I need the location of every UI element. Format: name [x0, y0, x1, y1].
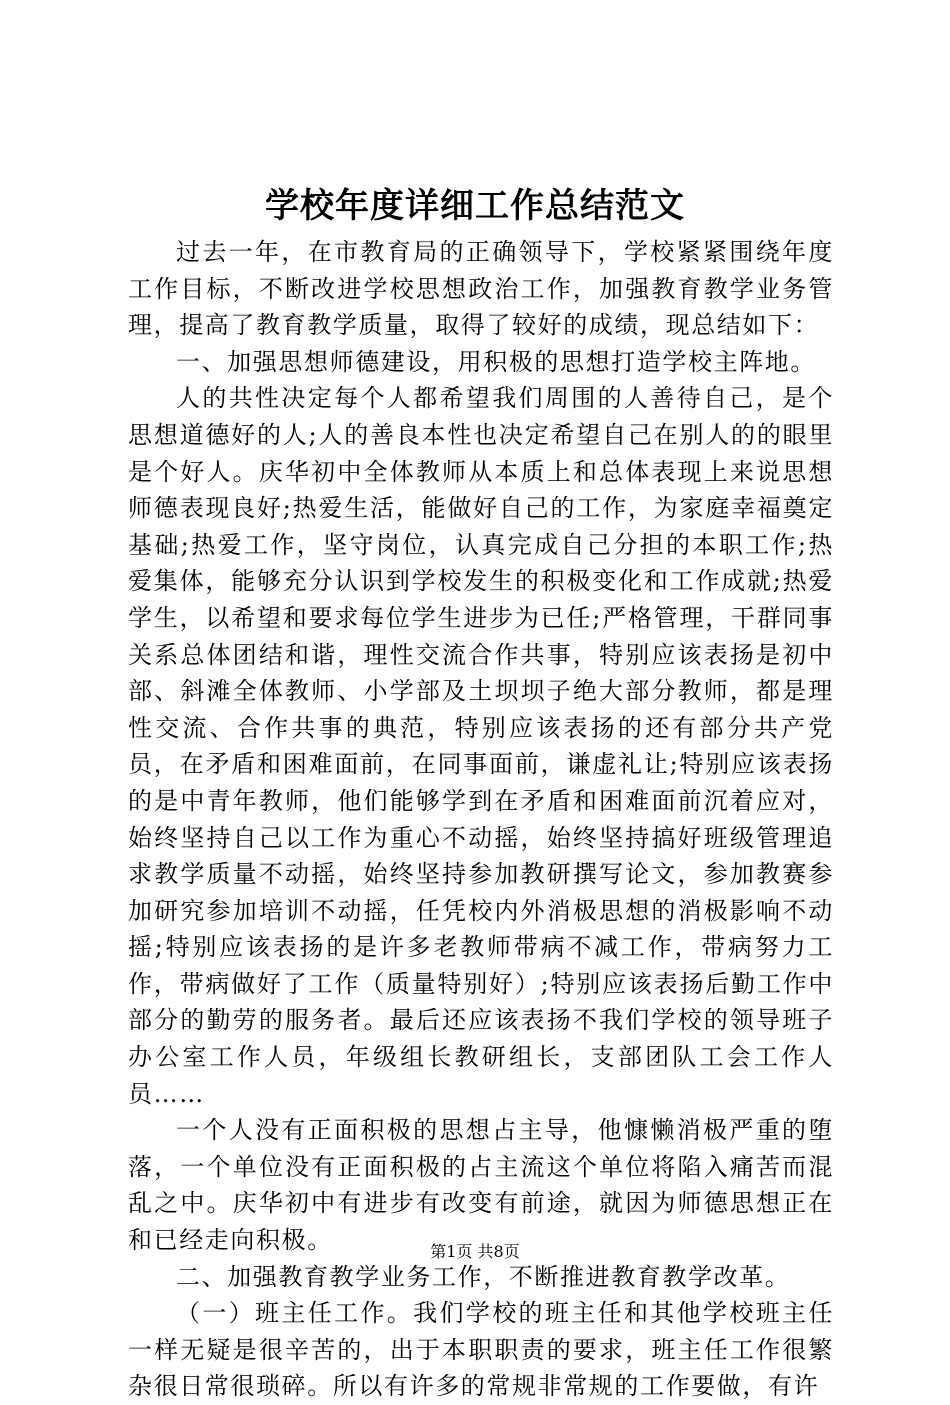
section-heading-1: 一、加强思想师德建设，用积极的思想打造学校主阵地。	[176, 347, 816, 376]
document-title: 学校年度详细工作总结范文	[265, 186, 685, 226]
paragraph-class-teacher: （一）班主任工作。我们学校的班主任和其他学校班主任一样无疑是很辛苦的，出于本职职责的要求，班主任工作很繁杂很日常很琐碎。所以有许多的常规非常规的工作要做，有许	[128, 1299, 834, 1401]
paragraph-positive-thinking: 一个人没有正面积极的思想占主导，他慷懒消极严重的堕落，一个单位没有正面积极的占主流这个单位将陷入痛苦而混乱之中。庆华初中有进步有改变有前途，就因为师德思想正在和已经走向积极。	[128, 1116, 834, 1255]
paragraph-intro: 过去一年，在市教育局的正确领导下，学校紧紧围绕年度工作目标，不断改进学校思想政治工作，加强教育教学业务管理，提高了教育教学质量，取得了较好的成绩，现总结如下：	[128, 238, 834, 340]
paragraph-teacher-ethics: 人的共性决定每个人都希望我们周围的人善待自己，是个思想道德好的人;人的善良本性也决定希望自己在别人的的眼里是个好人。庆华初中全体教师从本质上和总体表现上来说思想师德表现良好;热爱生活，能做好自己的工作，为家庭幸福奠定基础;热爱工作，坚守岗位，认真完成自己分担的本职工作;热爱集体，能够充分认识到学校发生的积极变化和工作成就;热爱学生，以希望和要求每位学生进步为已任;严格管理，干群同事关系总体团结和谐，理性交流合作共事，特别应该表扬是初中部、斜滩全体教师、小学部及土坝坝子绝大部分教师，都是理性交流、合作共事的典范，特别应该表扬的还有部分共产党员，在矛盾和困难面前，在同事面前，谦虚礼让;特别应该表扬的是中青年教师，他们能够学到在矛盾和困难面前沉着应对，始终坚持自己以工作为重心不动摇，始终坚持搞好班级管理追求教学质量不动摇，始终坚持参加教研撰写论文，参加教赛参加研究参加培训不动摇，任凭校内外消极思想的消极影响不动摇;特别应该表扬的是许多老教师带病不减工作，带病努力工作，带病做好了工作（质量特别好）;特别应该表扬后勤工作中部分的勤劳的服务者。最后还应该表扬不我们学校的领导班子办公室工作人员，年级组长教研组长，支部团队工会工作人员……	[128, 384, 834, 1108]
section-heading-2: 二、加强教育教学业务工作，不断推进教育教学改革。	[176, 1262, 791, 1291]
document-body	[128, 234, 834, 1405]
page-number-footer: 第1页 共8页	[430, 1242, 520, 1261]
